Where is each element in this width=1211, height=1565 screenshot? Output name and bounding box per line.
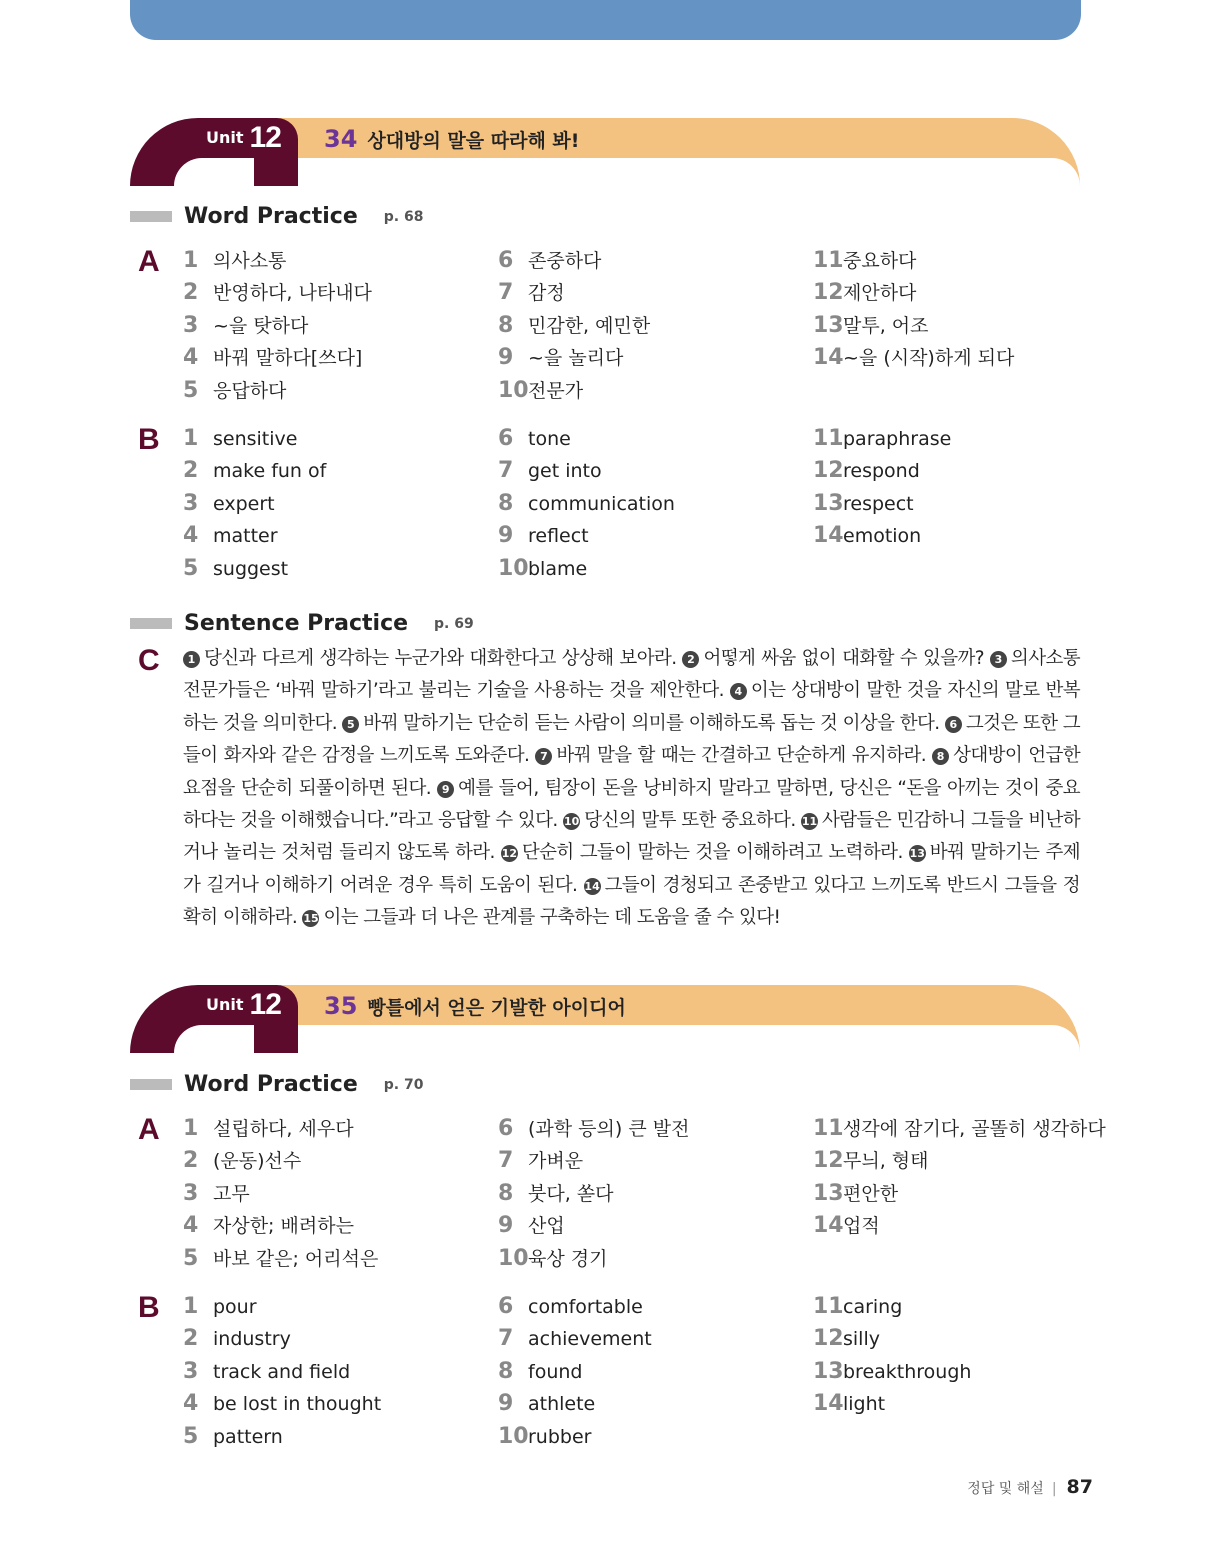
item-number: 14 bbox=[813, 345, 844, 371]
item-answer: pour bbox=[213, 1296, 257, 1318]
item-number: 12 bbox=[813, 1326, 844, 1352]
sentence-text: 당신의 말투 또한 중요하다. bbox=[584, 810, 796, 832]
answer-item bbox=[498, 520, 675, 552]
item-number: 14 bbox=[813, 523, 844, 549]
item-number: 9 bbox=[498, 523, 514, 549]
item-number: 13 bbox=[813, 1358, 844, 1384]
answer-item bbox=[498, 1145, 689, 1177]
item-number: 10 bbox=[498, 555, 529, 581]
answer-item bbox=[498, 342, 650, 374]
answer-item bbox=[183, 520, 326, 552]
item-answer: 반영하다, 나타내다 bbox=[213, 282, 372, 305]
item-number: 1 bbox=[183, 1116, 199, 1141]
answer-item bbox=[813, 1388, 971, 1420]
item-answer: (과학 등의) 큰 발전 bbox=[528, 1118, 690, 1140]
top-bar bbox=[130, 0, 1081, 40]
item-answer: light bbox=[843, 1393, 886, 1416]
item-number: 7 bbox=[498, 1326, 514, 1352]
item-number: 14 bbox=[813, 1391, 844, 1417]
item-number: 8 bbox=[498, 312, 514, 338]
item-answer: rubber bbox=[528, 1425, 592, 1448]
item-number: 13 bbox=[813, 312, 844, 338]
answer-item bbox=[183, 1178, 378, 1210]
exercise-letter: C bbox=[138, 644, 160, 677]
item-answer: 바보 같은; 어리석은 bbox=[213, 1247, 379, 1270]
answer-item bbox=[183, 245, 372, 277]
answer-item bbox=[498, 1323, 652, 1355]
answer-item bbox=[183, 1323, 381, 1355]
item-number: 10 bbox=[498, 1245, 529, 1271]
sentence-practice-header bbox=[130, 611, 474, 636]
item-answer: blame bbox=[528, 557, 588, 580]
item-number: 8 bbox=[498, 490, 514, 516]
answer-item bbox=[498, 1291, 652, 1323]
item-answer: caring bbox=[843, 1296, 903, 1318]
item-number: 3 bbox=[183, 1180, 199, 1206]
item-answer: matter bbox=[213, 525, 278, 548]
item-answer: 민감한, 예민한 bbox=[528, 314, 651, 337]
item-answer: 편안한 bbox=[843, 1182, 899, 1205]
item-answer: 고무 bbox=[213, 1182, 250, 1205]
item-number: 6 bbox=[498, 426, 514, 451]
unit-label bbox=[206, 121, 281, 154]
sentence-text: 이는 그들과 더 나은 관계를 구축하는 데 도움을 줄 수 있다! bbox=[323, 907, 781, 929]
answer-item bbox=[813, 245, 1014, 277]
item-number: 3 bbox=[183, 312, 199, 338]
answer-item bbox=[498, 1243, 689, 1275]
answer-item bbox=[813, 1291, 971, 1323]
lesson-title bbox=[324, 992, 626, 1022]
word-practice-header bbox=[130, 204, 423, 229]
sentence-number: 1 bbox=[183, 651, 200, 668]
item-answer: 말투, 어조 bbox=[843, 314, 929, 337]
answer-item bbox=[813, 277, 1014, 309]
answer-item bbox=[813, 1178, 1106, 1210]
item-answer: found bbox=[528, 1360, 583, 1383]
sentence-number: 5 bbox=[342, 716, 359, 733]
footer: 정답 및 해설 | 87 bbox=[967, 1476, 1093, 1498]
item-answer: pattern bbox=[213, 1425, 283, 1448]
answer-item bbox=[813, 488, 951, 520]
item-answer: 감정 bbox=[528, 282, 565, 305]
answer-item bbox=[498, 553, 675, 585]
sentence-text: 바꿔 말하기는 주제가 길거나 이해하기 어려운 경우 특히 도움이 된다. bbox=[183, 842, 1081, 896]
section-page: p. 70 bbox=[383, 1076, 424, 1093]
answer-item bbox=[813, 1145, 1106, 1177]
item-number: 10 bbox=[498, 377, 529, 403]
item-answer: breakthrough bbox=[843, 1360, 972, 1383]
sentence-number: 14 bbox=[584, 879, 600, 893]
sentence-text: 그것은 또한 그들이 화자와 같은 감정을 느끼도록 도와준다. bbox=[183, 712, 1081, 767]
unit-text: Unit bbox=[206, 128, 244, 147]
item-number: 2 bbox=[183, 1148, 199, 1174]
translation-paragraph bbox=[183, 643, 1080, 935]
page-number: 87 bbox=[1066, 1476, 1093, 1498]
answer-item bbox=[498, 375, 650, 407]
item-answer: 무늬, 형태 bbox=[843, 1150, 929, 1173]
item-number: 5 bbox=[183, 1245, 199, 1271]
item-answer: ~을 놀리다 bbox=[528, 347, 624, 370]
item-answer: 바꿔 말하다[쓰다] bbox=[213, 347, 363, 370]
item-answer: reflect bbox=[528, 525, 589, 548]
sentence-number: 12 bbox=[501, 847, 517, 861]
answer-item bbox=[183, 310, 372, 342]
answer-item bbox=[813, 1356, 971, 1388]
unit-label bbox=[206, 988, 281, 1021]
answer-item bbox=[498, 310, 650, 342]
section-title: Sentence Practice bbox=[184, 611, 409, 636]
answer-item bbox=[498, 1178, 689, 1210]
item-number: 4 bbox=[183, 1391, 199, 1417]
answer-item bbox=[498, 245, 650, 277]
sentence-text: 바꿔 말을 할 때는 간결하고 단순하게 유지하라. bbox=[556, 745, 927, 767]
item-number: 5 bbox=[183, 555, 199, 581]
lesson-title-text: 빵틀에서 얻은 기발한 아이디어 bbox=[367, 997, 626, 1019]
sentence-number: 9 bbox=[437, 781, 454, 798]
section-title: Word Practice bbox=[184, 204, 358, 229]
sentence-text: 그들이 경청되고 존중받고 있다고 느끼도록 반드시 그들을 정확히 이해하라. bbox=[183, 874, 1080, 929]
item-number: 7 bbox=[498, 458, 514, 484]
sentence-number: 15 bbox=[303, 912, 319, 926]
unit-number: 12 bbox=[249, 988, 281, 1021]
answer-item bbox=[813, 423, 951, 455]
sentence-number: 4 bbox=[730, 683, 747, 700]
answer-item bbox=[498, 455, 675, 487]
unit-banner bbox=[130, 985, 1080, 1053]
answer-item bbox=[813, 520, 951, 552]
item-number: 11 bbox=[813, 1116, 844, 1141]
item-answer: 응답하다 bbox=[213, 379, 287, 402]
sentence-number: 6 bbox=[945, 716, 962, 733]
item-answer: 육상 경기 bbox=[528, 1247, 608, 1270]
answer-item bbox=[183, 1243, 378, 1275]
answer-item bbox=[498, 1356, 652, 1388]
section-title: Word Practice bbox=[184, 1072, 358, 1097]
item-number: 11 bbox=[813, 426, 844, 451]
answer-item bbox=[183, 488, 326, 520]
unit-number: 12 bbox=[249, 121, 281, 154]
section-page: p. 69 bbox=[434, 615, 474, 632]
item-number: 11 bbox=[813, 248, 844, 273]
sentence-text: 이는 상대방이 말한 것을 자신의 말로 반복하는 것을 의미한다. bbox=[183, 680, 1081, 734]
section-page: p. 68 bbox=[383, 208, 424, 225]
exercise-letter: A bbox=[138, 1113, 160, 1146]
item-answer: 생각에 잠기다, 골똘히 생각하다 bbox=[843, 1118, 1106, 1140]
item-number: 2 bbox=[183, 280, 199, 306]
item-answer: respond bbox=[843, 460, 920, 483]
item-answer: 존중하다 bbox=[528, 250, 602, 272]
answer-item bbox=[813, 1113, 1106, 1145]
item-number: 12 bbox=[813, 458, 844, 484]
item-number: 6 bbox=[498, 1116, 514, 1141]
exercise-letter: B bbox=[138, 1291, 160, 1324]
item-number: 11 bbox=[813, 1294, 844, 1319]
item-number: 13 bbox=[813, 490, 844, 516]
item-number: 1 bbox=[183, 248, 199, 273]
word-practice-header bbox=[130, 1072, 423, 1097]
item-number: 5 bbox=[183, 1423, 199, 1449]
answer-item bbox=[183, 423, 326, 455]
item-answer: 설립하다, 세우다 bbox=[213, 1118, 354, 1140]
answer-item bbox=[813, 1323, 971, 1355]
item-answer: track and field bbox=[213, 1360, 351, 1383]
item-number: 8 bbox=[498, 1180, 514, 1206]
item-number: 2 bbox=[183, 1326, 199, 1352]
sentence-text: 단순히 그들이 말하는 것을 이해하려고 노력하라. bbox=[521, 842, 903, 864]
item-number: 13 bbox=[813, 1180, 844, 1206]
answer-item bbox=[183, 1291, 381, 1323]
item-number: 10 bbox=[498, 1423, 529, 1449]
answer-item bbox=[498, 488, 675, 520]
sentence-number: 2 bbox=[682, 651, 699, 668]
sentence-number: 13 bbox=[909, 847, 925, 861]
item-answer: ~을 (시작)하게 되다 bbox=[843, 347, 1015, 370]
answer-item bbox=[183, 342, 372, 374]
sentence-text: 사람들은 민감하니 그들을 비난하거나 놀리는 것처럼 들리지 않도록 하라. bbox=[183, 810, 1081, 864]
item-answer: industry bbox=[213, 1328, 291, 1351]
item-answer: 업적 bbox=[843, 1215, 880, 1238]
unit-banner bbox=[130, 118, 1080, 186]
item-answer: 의사소통 bbox=[213, 250, 287, 272]
footer-label: 정답 및 해설 bbox=[967, 1481, 1044, 1497]
item-answer: 중요하다 bbox=[843, 250, 917, 272]
exercise-letter: B bbox=[138, 423, 160, 456]
sentence-number: 8 bbox=[932, 748, 949, 765]
sentence-number: 10 bbox=[563, 815, 580, 829]
item-number: 9 bbox=[498, 1213, 514, 1239]
item-answer: get into bbox=[528, 460, 602, 483]
answer-item bbox=[183, 1145, 378, 1177]
exercise-letter: A bbox=[138, 245, 160, 278]
answer-item bbox=[498, 1113, 689, 1145]
item-answer: ~을 탓하다 bbox=[213, 314, 309, 337]
answer-item bbox=[498, 277, 650, 309]
sentence-number: 3 bbox=[990, 651, 1007, 668]
sentence-text: 당신과 다르게 생각하는 누군가와 대화한다고 상상해 보아라. bbox=[204, 648, 677, 669]
item-answer: comfortable bbox=[528, 1296, 643, 1318]
item-number: 14 bbox=[813, 1213, 844, 1239]
unit-text: Unit bbox=[206, 995, 244, 1014]
item-number: 1 bbox=[183, 426, 199, 451]
answer-item bbox=[498, 1421, 652, 1453]
item-number: 5 bbox=[183, 377, 199, 403]
item-answer: 제안하다 bbox=[843, 282, 917, 305]
item-answer: expert bbox=[213, 492, 275, 515]
item-number: 4 bbox=[183, 1213, 199, 1239]
sentence-text: 의사소통 전문가들은 ‘바꿔 말하기’라고 불리는 기술을 사용하는 것을 제안한다. bbox=[183, 648, 1081, 702]
item-answer: be lost in thought bbox=[213, 1393, 382, 1416]
answer-item bbox=[183, 375, 372, 407]
sentence-number: 7 bbox=[535, 748, 552, 765]
sentence-number: 11 bbox=[801, 815, 818, 829]
item-number: 7 bbox=[498, 280, 514, 306]
item-number: 12 bbox=[813, 280, 844, 306]
item-answer: sensitive bbox=[213, 428, 298, 450]
item-answer: communication bbox=[528, 492, 675, 515]
answer-item bbox=[813, 310, 1014, 342]
item-answer: silly bbox=[843, 1328, 880, 1351]
sentence-text: 예를 들어, 팀장이 돈을 낭비하지 말라고 말하면, 당신은 “돈을 아끼는 것이 중요하다는 것을 이해했습니다.”라고 응답할 수 있다. bbox=[183, 777, 1081, 832]
item-answer: 산업 bbox=[528, 1215, 565, 1238]
item-number: 8 bbox=[498, 1358, 514, 1384]
sentence-text: 어떻게 싸움 없이 대화할 수 있을까? bbox=[703, 648, 984, 669]
lesson-title-text: 상대방의 말을 따라해 봐! bbox=[367, 130, 580, 152]
answer-item bbox=[183, 1388, 381, 1420]
item-answer: 가벼운 bbox=[528, 1150, 584, 1173]
item-answer: 붓다, 쏟다 bbox=[528, 1182, 614, 1205]
answer-item bbox=[813, 455, 951, 487]
lesson-number: 35 bbox=[324, 992, 358, 1020]
answer-item bbox=[498, 1388, 652, 1420]
answer-item bbox=[183, 1356, 381, 1388]
item-answer: achievement bbox=[528, 1328, 652, 1351]
item-answer: 자상한; 배려하는 bbox=[213, 1215, 354, 1238]
answer-item bbox=[183, 277, 372, 309]
item-number: 9 bbox=[498, 345, 514, 371]
item-number: 9 bbox=[498, 1391, 514, 1417]
item-number: 4 bbox=[183, 345, 199, 371]
item-number: 3 bbox=[183, 490, 199, 516]
item-number: 6 bbox=[498, 1294, 514, 1319]
sentence-text: 바꿔 말하기는 단순히 듣는 사람이 의미를 이해하도록 돕는 것 이상을 한다. bbox=[363, 712, 940, 734]
sentence-text: 상대방이 언급한 요점을 단순히 되풀이하면 된다. bbox=[183, 745, 1081, 799]
answer-item bbox=[498, 1210, 689, 1242]
item-answer: suggest bbox=[213, 557, 289, 580]
item-number: 4 bbox=[183, 523, 199, 549]
item-answer: athlete bbox=[528, 1393, 596, 1416]
item-number: 12 bbox=[813, 1148, 844, 1174]
answer-item bbox=[813, 1210, 1106, 1242]
item-answer: 전문가 bbox=[528, 379, 584, 402]
item-number: 1 bbox=[183, 1294, 199, 1319]
item-answer: (운동)선수 bbox=[213, 1150, 302, 1173]
item-number: 7 bbox=[498, 1148, 514, 1174]
item-number: 6 bbox=[498, 248, 514, 273]
answer-item bbox=[813, 342, 1014, 374]
item-number: 2 bbox=[183, 458, 199, 484]
lesson-number: 34 bbox=[324, 125, 358, 153]
item-answer: respect bbox=[843, 492, 914, 515]
lesson-title bbox=[324, 125, 579, 155]
item-answer: tone bbox=[528, 428, 571, 450]
answer-item bbox=[183, 1210, 378, 1242]
answer-item bbox=[498, 423, 675, 455]
answer-item bbox=[183, 455, 326, 487]
item-answer: make fun of bbox=[213, 460, 327, 483]
item-answer: emotion bbox=[843, 525, 922, 548]
item-number: 3 bbox=[183, 1358, 199, 1384]
item-answer: paraphrase bbox=[843, 428, 952, 450]
answer-item bbox=[183, 1113, 378, 1145]
answer-item bbox=[183, 1421, 381, 1453]
answer-item bbox=[183, 553, 326, 585]
